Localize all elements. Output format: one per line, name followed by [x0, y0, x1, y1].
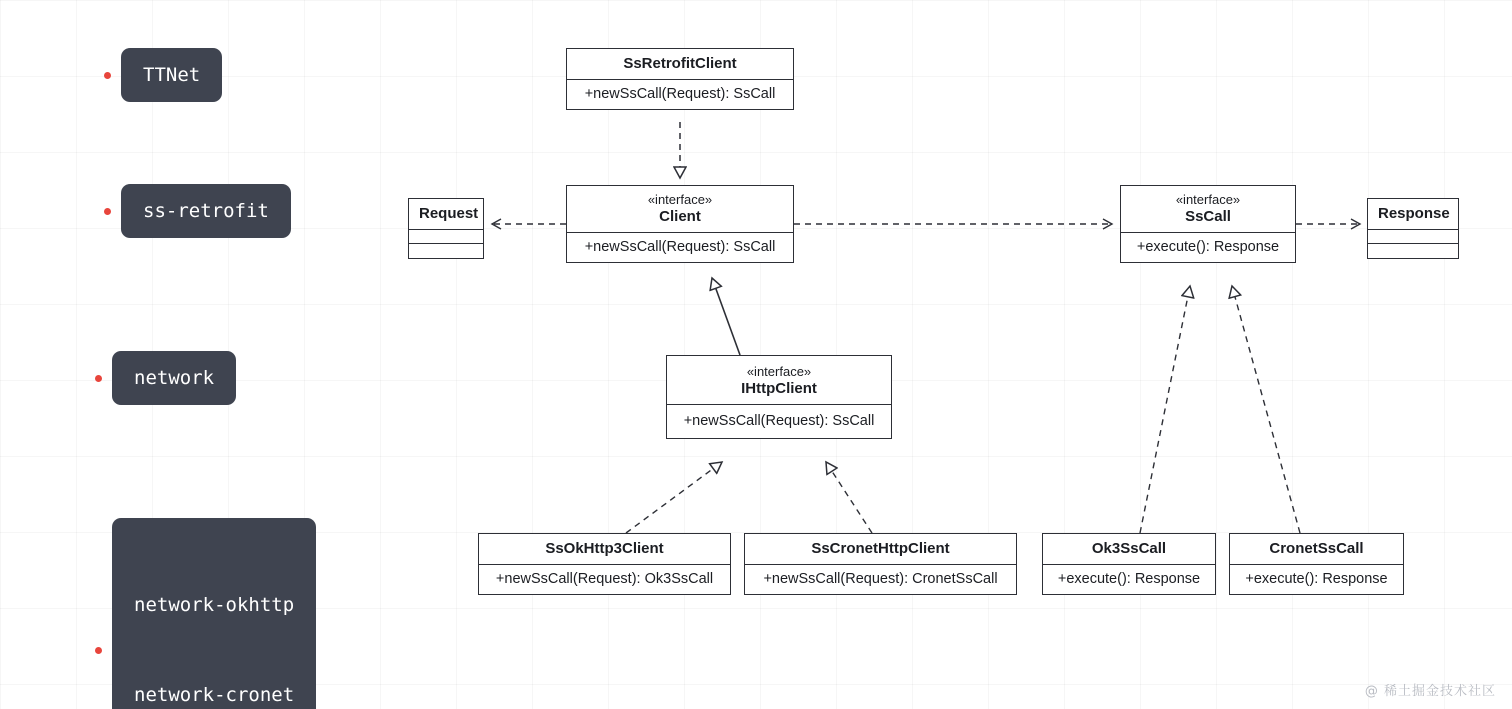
class-title-response: Response [1378, 205, 1450, 222]
class-stereotype-client: «interface» [647, 192, 713, 207]
class-ihttpclient[interactable] [666, 355, 892, 439]
legend-label-network: network [112, 351, 236, 405]
class-title-cronetsscall: CronetSsCall [1269, 540, 1364, 557]
legend-label-ss-retrofit: ss-retrofit [121, 184, 291, 238]
class-member-ssretrofitclient-0: +newSsCall(Request): SsCall [584, 86, 776, 102]
class-title-ok3sscall: Ok3SsCall [1091, 540, 1167, 557]
class-member-cronetsscall-0: +execute(): Response [1245, 571, 1388, 587]
class-member-client-0: +newSsCall(Request): SsCall [584, 239, 776, 255]
class-client[interactable] [566, 185, 794, 263]
class-attributes-empty [1368, 230, 1458, 243]
class-stereotype-ihttpclient: «interface» [746, 364, 812, 379]
class-title-request: Request [419, 205, 479, 222]
class-ok3sscall[interactable] [1042, 533, 1216, 595]
legend-label-network-okhttp-cronet [112, 518, 316, 709]
class-sscronethttpclient[interactable] [744, 533, 1017, 595]
class-member-ihttpclient-0: +newSsCall(Request): SsCall [683, 413, 875, 429]
class-title-ihttpclient [667, 356, 891, 404]
legend-line-network-okhttp: network-okhttp [134, 594, 295, 616]
class-name-sscall: SsCall [1185, 208, 1231, 225]
legend-network [95, 351, 236, 405]
class-request[interactable] [408, 198, 484, 259]
class-title-sscall [1121, 186, 1295, 232]
watermark: @ 稀土掘金技术社区 [1364, 684, 1496, 699]
legend-bullet-icon [95, 647, 102, 654]
class-operations-empty [1368, 244, 1458, 258]
legend-line-network-cronet: network-cronet [134, 684, 295, 706]
class-title-sscronethttpclient: SsCronetHttpClient [811, 540, 950, 557]
class-title-ssretrofitclient: SsRetrofitClient [623, 55, 737, 72]
legend-ttnet [104, 48, 222, 102]
class-attributes-empty [409, 230, 483, 243]
class-name-ihttpclient: IHttpClient [741, 380, 817, 397]
class-operations-empty [409, 244, 483, 258]
legend-bullet-icon [104, 72, 111, 79]
class-ssokhttp3client[interactable] [478, 533, 731, 595]
class-ssretrofitclient[interactable] [566, 48, 794, 110]
class-cronetsscall[interactable] [1229, 533, 1404, 595]
class-title-client [567, 186, 793, 232]
legend-bullet-icon [104, 208, 111, 215]
class-member-sscall-0: +execute(): Response [1136, 239, 1280, 255]
class-sscall[interactable] [1120, 185, 1296, 263]
class-name-client: Client [659, 208, 701, 225]
legend-ss-retrofit [104, 184, 291, 238]
class-member-ssokhttp3client-0: +newSsCall(Request): Ok3SsCall [495, 571, 714, 587]
legend-bullet-icon [95, 375, 102, 382]
legend-label-ttnet: TTNet [121, 48, 222, 102]
legend-network-okhttp-cronet [95, 518, 316, 709]
class-title-ssokhttp3client: SsOkHttp3Client [545, 540, 664, 557]
class-stereotype-sscall: «interface» [1175, 192, 1241, 207]
class-member-ok3sscall-0: +execute(): Response [1057, 571, 1201, 587]
class-response[interactable] [1367, 198, 1459, 259]
class-member-sscronethttpclient-0: +newSsCall(Request): CronetSsCall [763, 571, 998, 587]
